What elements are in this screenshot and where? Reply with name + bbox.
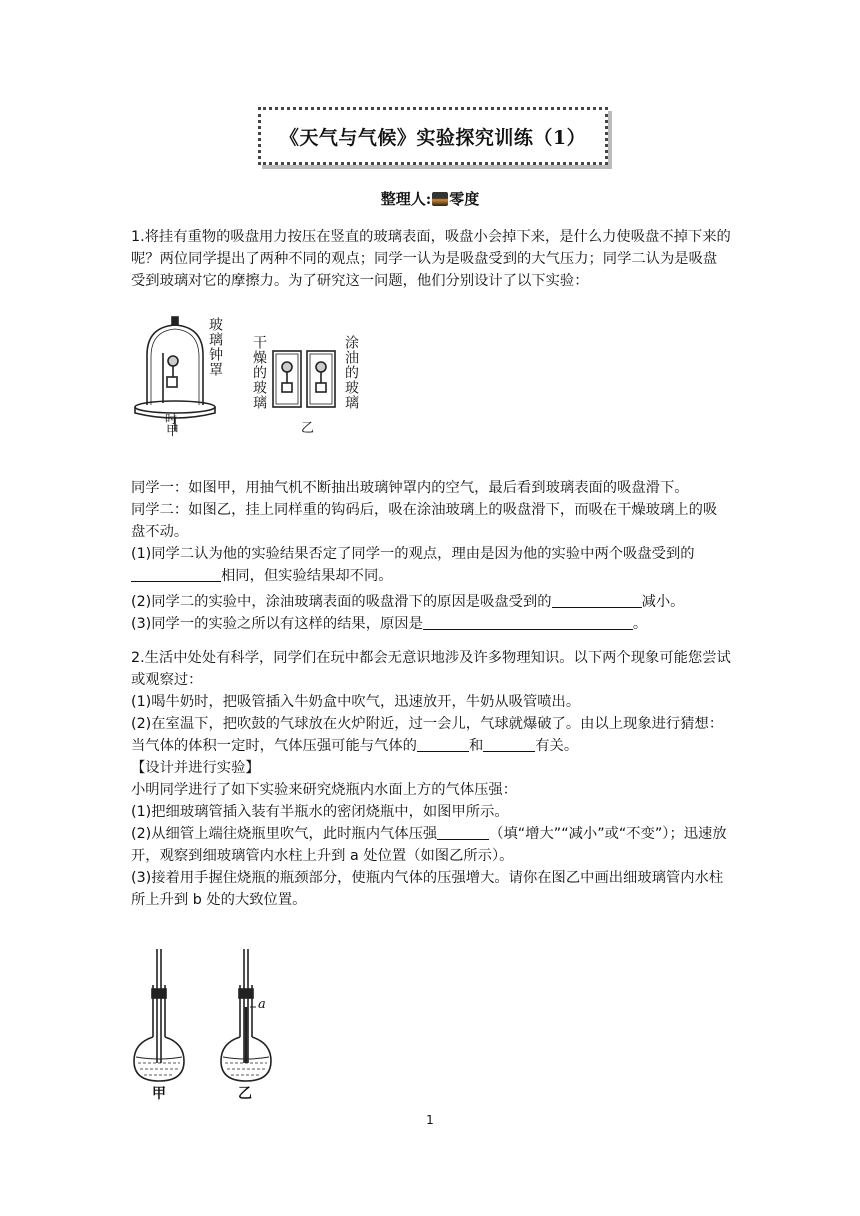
compiler-line (0, 188, 860, 209)
label-bell-jar: 玻璃钟罩 (207, 317, 223, 377)
answer-blank[interactable] (552, 593, 642, 608)
q1-sub2 (131, 592, 731, 614)
q2-step2 (131, 824, 731, 868)
q1-student1: 同学一：如图甲，用抽气机不断抽出玻璃钟罩内的空气，最后看到玻璃表面的吸盘滑下。 (131, 480, 689, 496)
q2-design-intro: 小明同学进行了如下实验来研究烧瓶内水面上方的气体压强： (131, 782, 518, 798)
page-number: 1 (426, 1113, 434, 1127)
label-pump: 吋 (165, 412, 178, 426)
q2-step1: (1)把细玻璃管插入装有半瓶水的密闭烧瓶中，如图甲所示。 (131, 804, 509, 820)
page-title: 《天气与气候》实验探究训练（1） (258, 107, 608, 165)
q2-obs2-text-b: 和 (468, 737, 484, 754)
q2-intro: 2.生活中处处有科学，同学们在玩中都会无意识地涉及许多物理知识。以下两个现象可能您尝试或观察过： (131, 650, 731, 688)
q1-sub3-text-b: 。 (632, 616, 648, 632)
q1-sub2-text-b: 减小。 (641, 594, 685, 610)
answer-blank[interactable] (417, 737, 469, 752)
q1-sub3 (131, 614, 731, 636)
answer-blank[interactable] (437, 825, 489, 840)
q2-figure (132, 945, 282, 1103)
answer-blank[interactable] (131, 567, 221, 582)
q2-obs1: (1)喝牛奶时，把吸管插入牛奶盒中吹气，迅速放开，牛奶从吸管喷出。 (131, 694, 581, 710)
q2-obs2-text-c: 有关。 (535, 737, 579, 754)
q2-step2-text-a: (2)从细管上端往烧瓶里吹气，此时瓶内气体压强 (131, 826, 438, 842)
q2-step2-text-b: （填“增大”“减小”或“不变”）；迅速放开，观察到细玻璃管内水柱上升到 a 处位置（如图乙所示）。 (131, 826, 727, 864)
q1-sub1-text-a: (1)同学二认为他的实验结果否定了同学一的观点，理由是因为他的实验中两个吸盘受到的 (131, 546, 695, 562)
label-fig-yi: 乙 (238, 1086, 252, 1102)
q1-student2: 同学二：如图乙，挂上同样重的钩码后，吸在涂油玻璃上的吸盘滑下，而吸在干燥玻璃上的吸盘不动。 (131, 502, 718, 540)
q1-sub1 (131, 544, 731, 588)
answer-blank[interactable] (483, 737, 535, 752)
label-oiled-glass: 涂油的玻璃 (343, 335, 359, 410)
label-fig-jia: 甲 (152, 1086, 166, 1102)
label-fig-jia: 甲 (166, 424, 180, 439)
answer-blank[interactable] (423, 615, 633, 630)
q2-figure-drawing (132, 945, 282, 1103)
q2-obs2 (131, 714, 731, 758)
compiler-label: 整理人: (380, 190, 432, 208)
q1-sub3-text-a: (3)同学一的实验之所以有这样的结果，原因是 (131, 616, 423, 632)
q1-sub2-text-a: (2)同学二的实验中，涂油玻璃表面的吸盘滑下的原因是吸盘受到的 (131, 594, 552, 610)
q2-design-header: 【设计并进行实验】 (131, 760, 260, 776)
sunset-icon (432, 192, 448, 206)
q1-sub1-text-b: 相同，但实验结果却不同。 (221, 567, 393, 584)
q1-intro: 1.将挂有重物的吸盘用力按压在竖直的玻璃表面，吸盘小会掉下来，是什么力使吸盘不掉下来的呢？两位同学提出了两种不同的观点；同学一认为是吸盘受到的大气压力；同学二认为是吸盘受到玻璃对它的摩擦力。为了研究这一问题，他们分别设计了以下实验： (131, 229, 731, 289)
q2-obs2-text-a: (2)在室温下，把吹鼓的气球放在火炉附近，过一会儿，气球就爆破了。由以上现象进行猜想：当气体的体积一定时，气体压强可能与气体的 (131, 716, 724, 754)
q1-figure (133, 313, 373, 439)
compiler-name: 零度 (449, 190, 480, 208)
label-fig-yi: 乙 (301, 421, 315, 436)
label-dry-glass: 干燥的玻璃 (251, 335, 267, 410)
label-a: a (258, 997, 266, 1012)
q2-step3: (3)接着用手握住烧瓶的瓶颈部分，使瓶内气体的压强增大。请你在图乙中画出细玻璃管内水柱所上升到 b 处的大致位置。 (131, 870, 724, 908)
